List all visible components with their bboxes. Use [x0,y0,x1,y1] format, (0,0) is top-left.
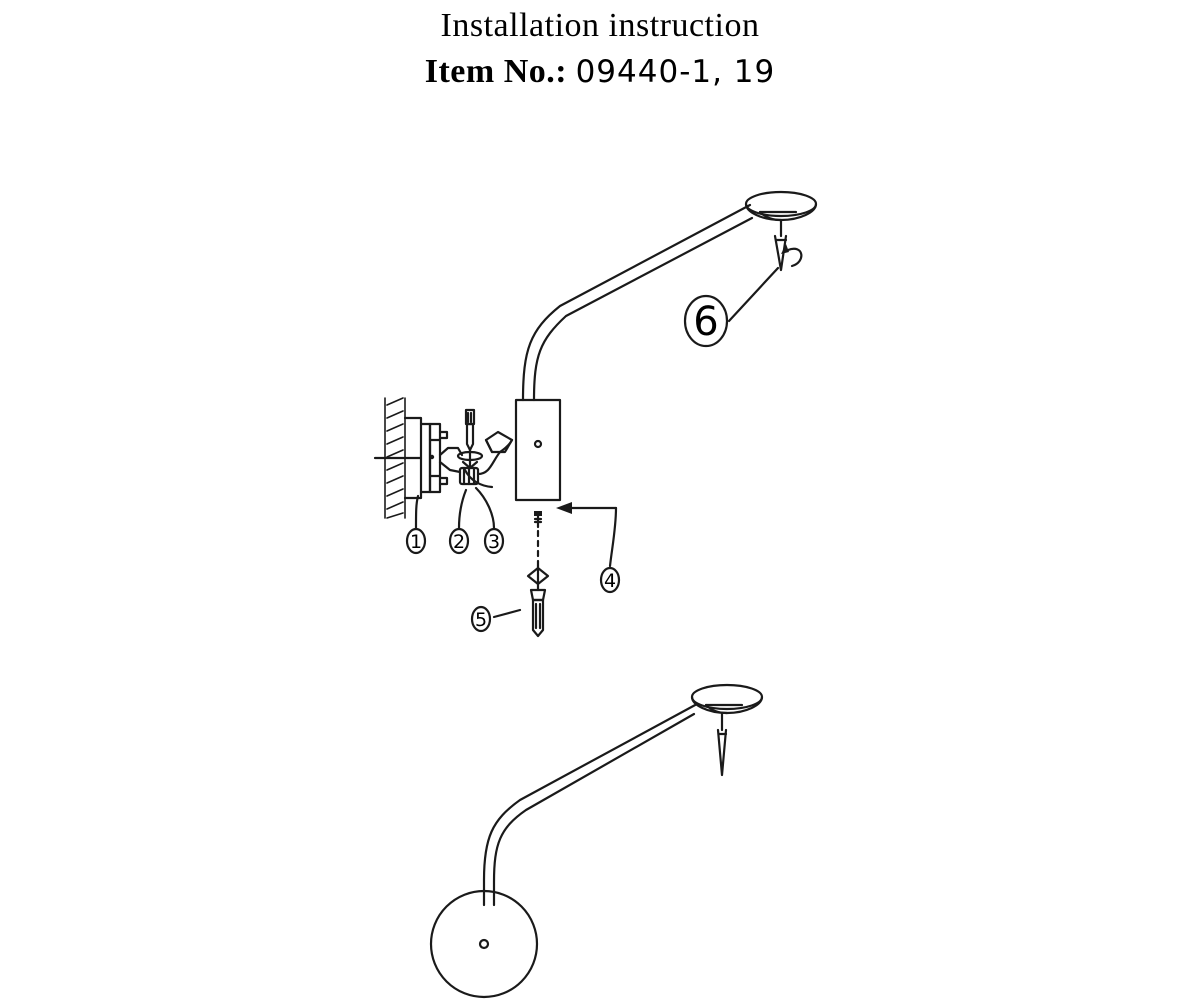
lamp-housing-upper [516,400,560,500]
callout-circles [407,296,727,631]
item-number-label: Item No.: [424,53,568,90]
insertion-arrow-4 [556,502,616,566]
callout-label-4: 4 [603,570,617,592]
callout-leaders [416,488,520,617]
page-title: Installation instruction [440,7,760,44]
item-number-value: 09440-1, 19 [575,54,776,90]
callout-label-6: 6 [693,299,719,345]
callout-label-3: 3 [487,531,501,553]
leader-1 [416,496,418,528]
callout-label-1: 1 [409,531,423,553]
callout-labels [410,299,719,631]
callout-label-2: 2 [452,531,466,553]
assembled-lamp-lower [431,685,762,997]
leader-6 [729,268,778,321]
screwdriver-tool-upper [458,410,482,468]
leader-2 [459,490,466,528]
fixing-screw-upper [534,511,542,527]
canopy-disc-upper [746,192,816,270]
callout-label-5: 5 [474,609,488,631]
screwdriver-tool-lower [528,566,548,636]
leader-5 [494,610,520,617]
leader-3 [476,488,494,528]
